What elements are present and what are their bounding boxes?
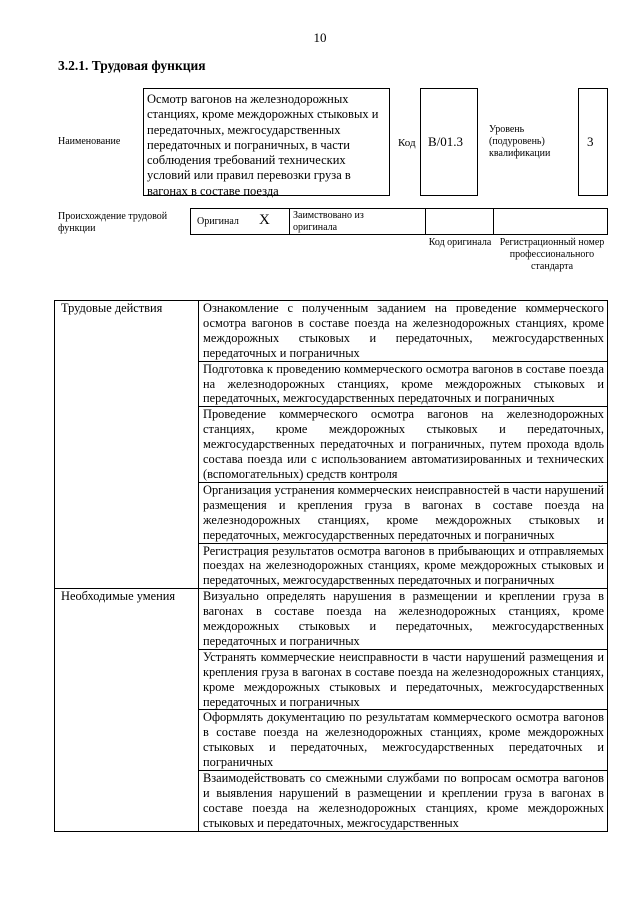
original-label: Оригинал [197,216,239,227]
function-name: Осмотр вагонов на железнодорожных станциях, кроме междорожных стыковых и передаточных, межгосударственных передаточных и пограничных, в части соблюдения требований технических условий или правил перевозки груза в вагонах в составе поезда [147,92,379,198]
original-mark: X [259,212,270,228]
level-label: Уровень (подуровень) квалификации [489,124,551,159]
name-label: Наименование [58,136,121,147]
skill-item: Визуально определять нарушения в размещении и креплении груза в вагонах в составе поезда на железнодорожных станциях, кроме междорожных стыковых и передаточных, межгосударственных передаточных и пограничных [199,589,608,650]
labor-action-item: Организация устранения коммерческих неисправностей в части нарушений размещения и крепления груза в вагонах в составе поезда на железнодорожных станциях, кроме междорожных стыковых и передаточных, межгосударственных передаточных и пограничных [199,482,608,543]
code-value: B/01.3 [428,134,464,149]
skill-item: Взаимодействовать со смежными службами по вопросам осмотра вагонов и выявления нарушений в размещении и креплении груза в вагонах в составе поезда на железнодорожных станциях, кроме междорожных стыковых и передаточных, межгосударственных [199,771,608,832]
code-label: Код [398,137,416,149]
labor-action-item: Ознакомление с полученным заданием на проведение коммерческого осмотра вагонов в составе поезда на железнодорожных станциях, кроме междорожных стыковых и передаточных, межгосударственных передаточных и пограничных [199,301,608,362]
level-value: 3 [587,134,594,149]
reg-number-cell [493,208,608,235]
skills-label: Необходимые умения [55,589,199,832]
labor-action-item: Регистрация результатов осмотра вагонов в прибывающих и отправляемых поездах на железнодорожных станциях, кроме междорожных стыковых и передаточных, межгосударственных передаточных и пограничных [199,543,608,589]
table-row [55,589,608,650]
origin-label: Происхождение трудовой функции [58,211,168,234]
table-row [55,301,608,362]
skill-item: Устранять коммерческие неисправности в части нарушений размещения и крепления груза в вагонах в составе поезда на железнодорожных станциях, кроме междорожных стыковых и передаточных, межгосударственных передаточных и пограничных [199,649,608,710]
function-table [54,300,608,832]
borrowed-label: Заимствовано из оригинала [293,210,364,233]
code-original-cell [425,208,494,235]
labor-action-item: Проведение коммерческого осмотра вагонов на железнодорожных станциях, кроме междорожных стыковых и передаточных, межгосударственных передаточных и пограничных, путем прохода вдоль состава поезда или с использованием автоматизированных и технических (вспомогательных) средств контроля [199,407,608,483]
reg-number-caption: Регистрационный номер профессионального стандарта [499,237,605,272]
skill-item: Оформлять документацию по результатам коммерческого осмотра вагонов в составе поезда на железнодорожных станциях, кроме междорожных стыковых и передаточных, межгосударственных передаточных и пограничных [199,710,608,771]
section-title: 3.2.1. Трудовая функция [58,58,206,73]
code-original-caption: Код оригинала [428,237,492,248]
labor-actions-label: Трудовые действия [55,301,199,589]
page-number: 10 [313,30,327,45]
labor-action-item: Подготовка к проведению коммерческого осмотра вагонов в составе поезда на железнодорожных станциях, кроме междорожных стыковых и передаточных, межгосударственных передаточных и пограничных [199,361,608,407]
